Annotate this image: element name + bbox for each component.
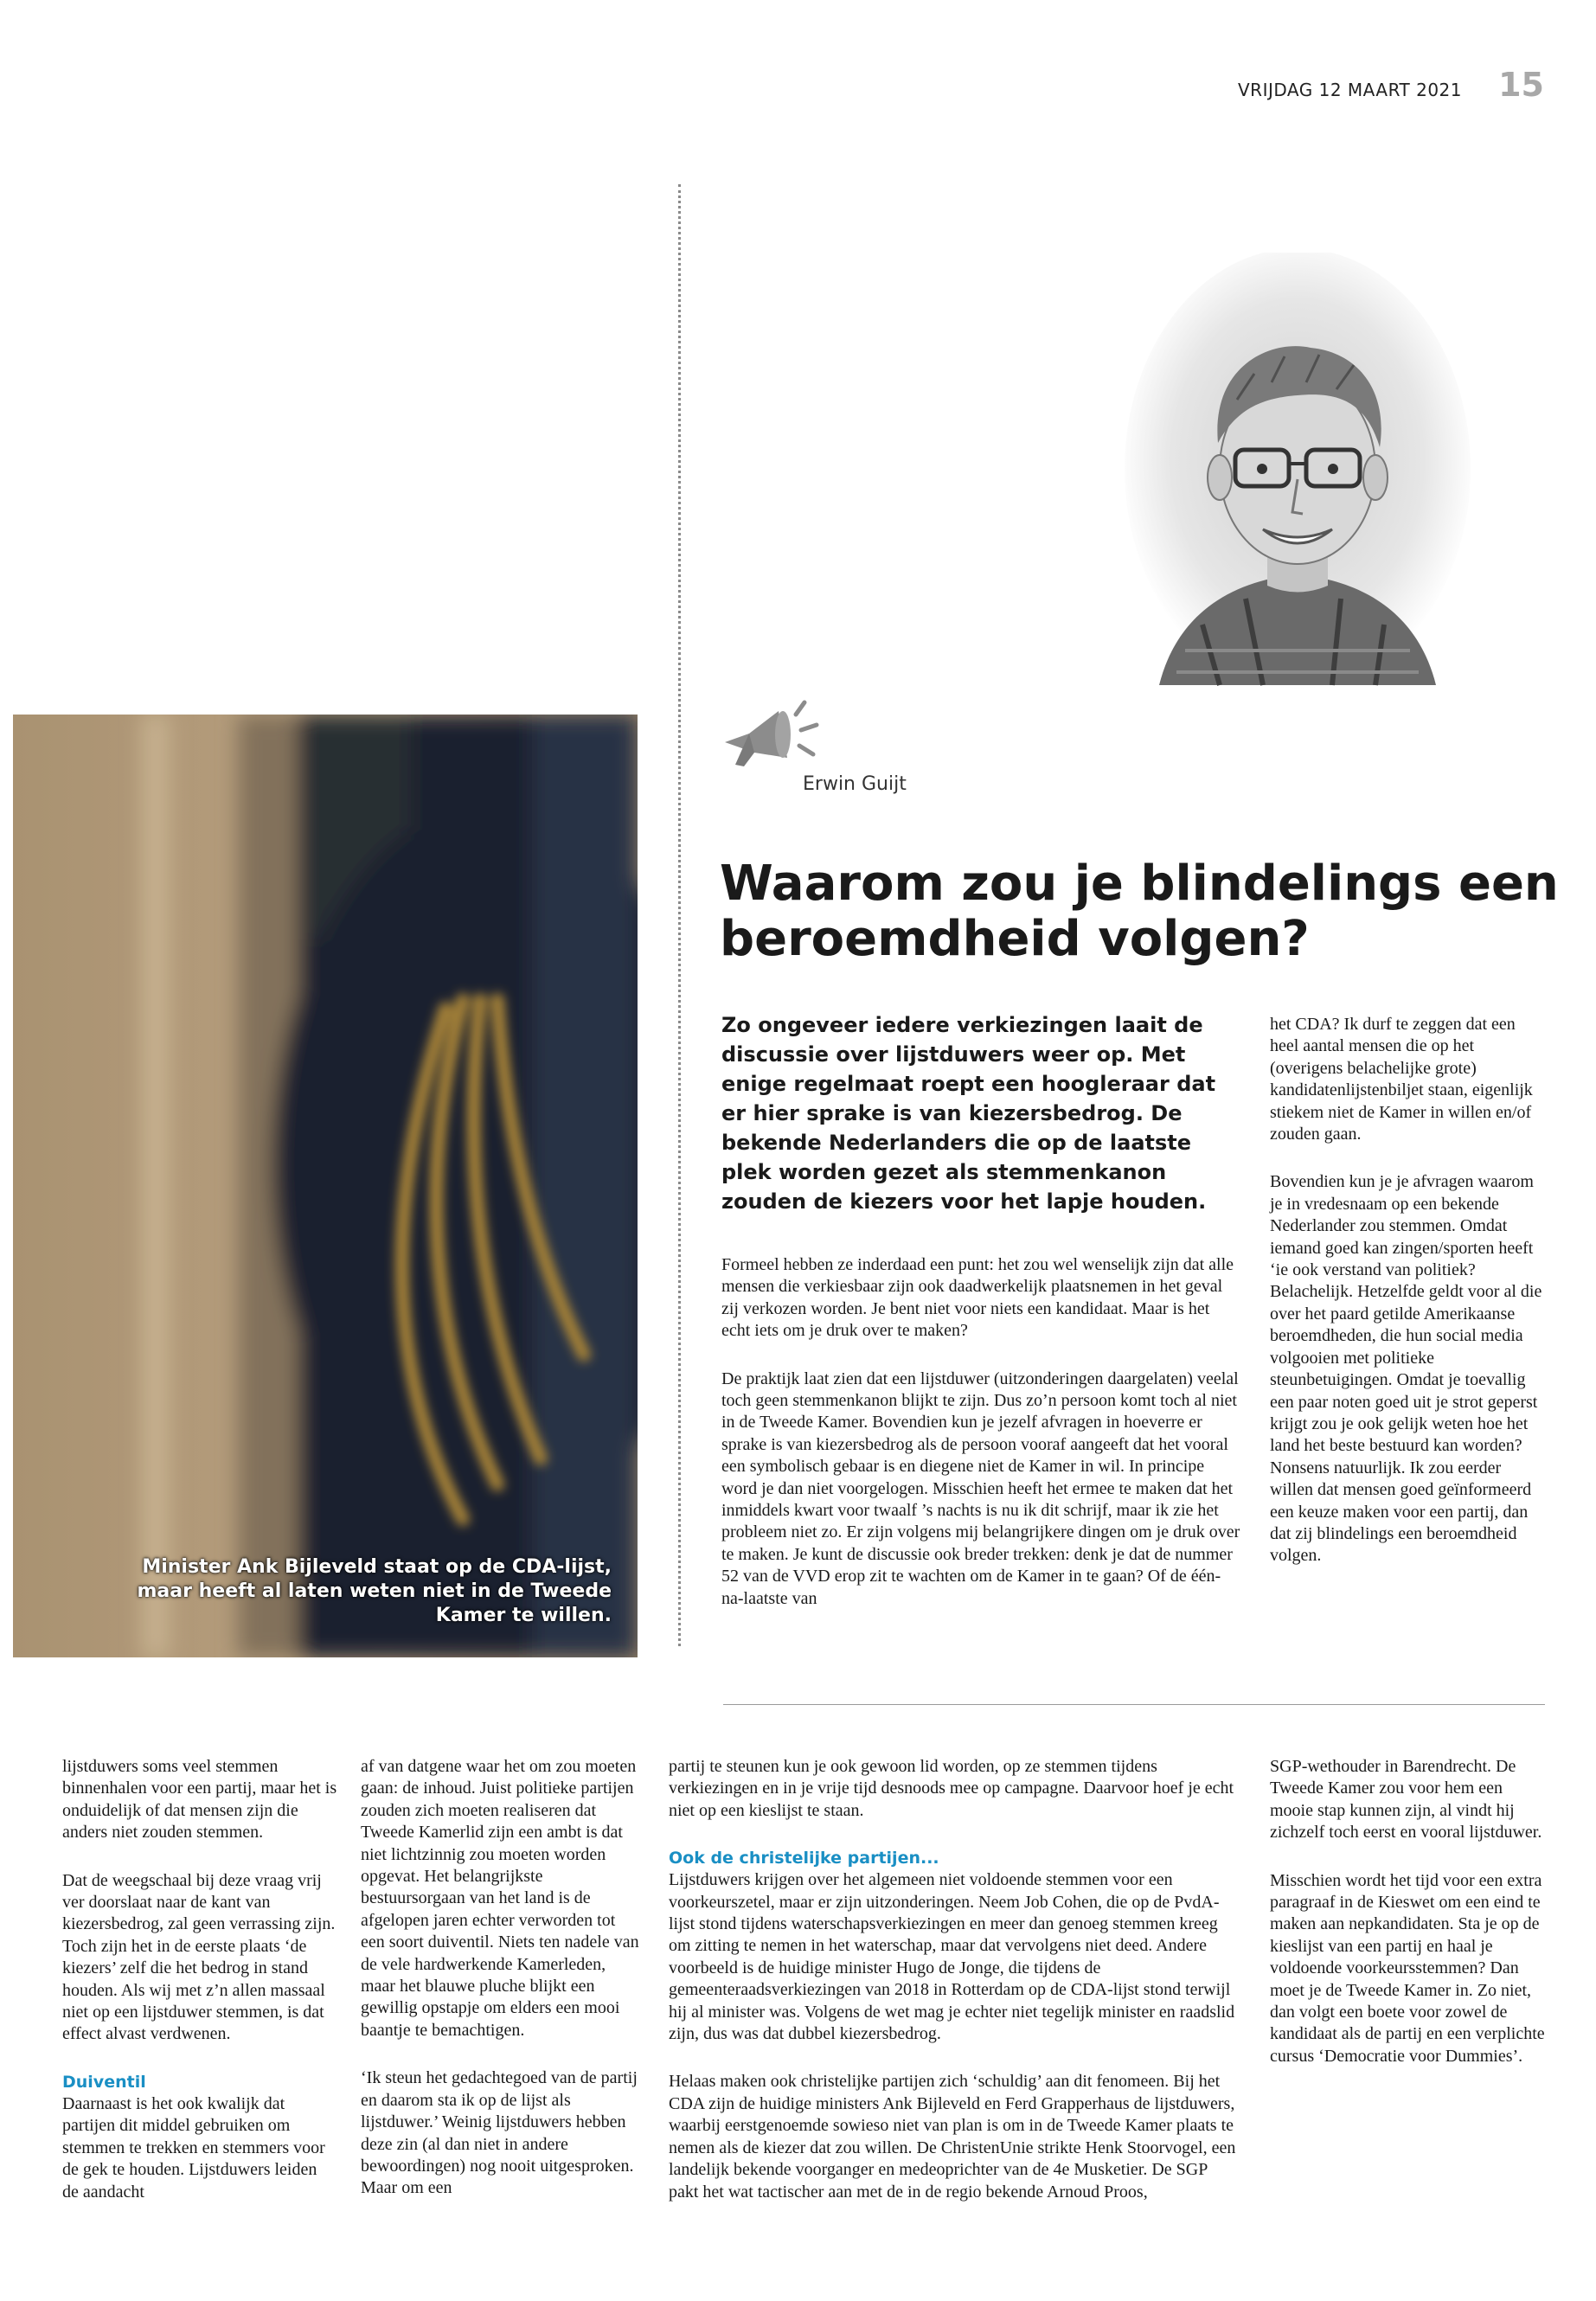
body-paragraph: Misschien wordt het tijd voor een extra paragraaf in de Kieswet om een eind te maken aan nepkandidaten. Sta je op de kieslijst van een partij en haal je voldoende voorkeursstemmen? Dan moet je de Tweede Kamer in. Zo niet, dan volgt een boete voor zowel de kandidaat als de partij en een verplichte cursus ‘Democratie voor Dummies’. xyxy=(1270,1870,1545,2066)
body-paragraph: het CDA? Ik durf te zeggen dat een heel aantal mensen die op het (overigens belachelijke grote) kandidatenlijstenbiljet staan, eigenlijk stiekem niet de Kamer in willen en/of zouden gaan. xyxy=(1270,1015,1533,1144)
article-photo xyxy=(13,715,638,1657)
body-paragraph: lijstduwers soms veel stemmen binnenhalen voor een partij, maar het is onduidelijk of dat mensen zijn die anders niet zouden stemmen. xyxy=(62,1757,337,1843)
body-paragraph: SGP-wethouder in Barendrecht. De Tweede Kamer zou voor hem een mooie stap kunnen zijn, al vindt hij zichzelf toch eerst en vooral lijstduwer. xyxy=(1270,1757,1542,1843)
column-divider-dotted xyxy=(678,184,681,1646)
lower-body-column xyxy=(62,1756,337,2229)
author-byline: Erwin Guijt xyxy=(803,773,907,795)
section-divider xyxy=(723,1704,1545,1705)
body-paragraph: Dat de weegschaal bij deze vraag vrij ver doorslaat naar de kant van kiezersbedrog, zal geen verrassing zijn. Toch zijn het in de eerste plaats ‘de kiezers’ zelf die het bedrog in stand houden. Als wij met z’n allen massaal niet op een lijstduwer stemmen, is dat effect alvast verdwenen. xyxy=(62,1870,336,2044)
body-paragraph: Daarnaast is het ook kwalijk dat partijen dit middel gebruiken om stemmen te trekken en stemmers voor de gek te houden. Lijstduwers leiden de aandacht xyxy=(62,2093,325,2202)
body-paragraph: Bovendien kun je je afvragen waarom je in vredesnaam op een bekende Nederlander zou stemmen. Omdat iemand goed kan zingen/sporten heeft ‘ie ook verstand van politiek? Belachelijk. Hetzelfde geldt voor al die over het paard getilde Amerikaanse beroemdheden, die hun social media volgooien met politieke steunbetuigingen. Omdat je toevallig een paar noten goed uit je strot geperst krijgt zou je ook gelijk weten hoe het land het beste bestuurd kan worden? Nonsens natuurlijk. Ik zou eerder willen dat mensen goed geïnformeerd een keuze maken voor een partij, dan dat zij blindelings een beroemdheid volgen. xyxy=(1270,1172,1542,1566)
body-paragraph: partij te steunen kun je ook gewoon lid worden, op ze stemmen tijdens verkiezingen en in je vrije tijd desnoods mee op campagne. Daarvoor hoef je echt niet op een kieslijst te staan. xyxy=(669,1757,1234,1820)
lower-body-column-wide xyxy=(669,1756,1241,2229)
body-paragraph: Lijstduwers krijgen over het algemeen niet voldoende stemmen voor een voorkeurszetel, maar er zijn uitzonderingen. Neem Job Cohen, die op de PvdA-lijst stond tijdens waterschapsverkiezingen en meer dan genoeg stemmen kreeg om zitting te nemen in het waterschap, maar dat vervolgens niet deed. Andere voorbeeld is de huidige minister Hugo de Jonge, die tijdens de gemeenteraadsverkiezingen van 2018 in Rotterdam op de CDA-lijst stond terwijl hij al minister was. Volgens de wet mag je echter niet tegelijk minister en raadslid zijn, dus was dat dubbel kiezersbedrog. xyxy=(669,1870,1235,2044)
subheading: Ook de christelijke partijen... xyxy=(669,1849,939,1868)
body-paragraph: af van datgene waar het om zou moeten gaan: de inhoud. Juist politieke partijen zouden zich moeten realiseren dat Tweede Kamerlid zijn een ambt is dat niet lichtzinnig zou moeten worden opgevat. Het belangrijkste bestuursorgaan van het land is de afgelopen jaren echter verworden tot een soort duiventil. Niets ten nadele van de vele hardwerkende Kamerleden, maar het blauwe pluche blijkt een gewillig opstapje om elders een mooi baantje te bemachtigen. xyxy=(361,1757,639,2040)
photo-caption: Minister Ank Bijleveld staat op de CDA-lijst, maar heeft al laten weten niet in de Tweede Kamer te willen. xyxy=(137,1556,612,1626)
body-paragraph: ‘Ik steun het gedachtegoed van de partij en daarom sta ik op de lijst als lijstduwer.’ Weinig lijstduwers hebben deze zin (al dan niet in andere bewoordingen) nog nooit uitgesproken. Maar om een xyxy=(361,2068,638,2198)
article-body-column xyxy=(721,1254,1240,1636)
author-portrait-sketch xyxy=(1125,253,1471,694)
body-paragraph: Helaas maken ook christelijke partijen zich ‘schuldig’ aan dit fenomeen. Bij het CDA zijn de huidige ministers Ank Bijleveld en Ferd Grapperhaus de lijstduwers, waarbij eerstgenoemde sowieso niet van plan is om in de Tweede Kamer plaats te nemen als de kiezer dat zou willen. De ChristenUnie strikte Henk Stoorvogel, een landelijk bekende voorganger en medeoprichter van de 4e Musketier. De SGP pakt het wat tactischer aan met de in de regio bekende Arnoud Proos, xyxy=(669,2072,1236,2202)
subheading: Duiventil xyxy=(62,2072,146,2092)
article-body-column xyxy=(1270,1014,1547,1593)
body-paragraph: De praktijk laat zien dat een lijstduwer (uitzonderingen daargelaten) veelal toch geen stemmenkanon blijkt te zijn. Dus zo’n persoon komt toch al niet in de Tweede Kamer. Bovendien kun je jezelf afvragen in hoeverre er sprake is van kiezersbedrog als de persoon vooraf aangeeft dat het vooral een symbolisch gebaar is en diegene niet de Kamer in wil. In principe word je dan niet voorgelogen. Misschien heeft het ermee te maken dat het inmiddels kwart voor twaalf ’s nachts is nu ik dit schrijf, maar ik zie het probleem niet zo. Er zijn volgens mij belangrijkere dingen om je druk over te maken. Je kunt de discussie ook breder trekken: denk je dat de nummer 52 van de VVD erop zit te wachten om de Kamer in te gaan? Of de één-na-laatste van xyxy=(721,1368,1240,1608)
article-intro: Zo ongeveer iedere verkiezingen laait de discussie over lijstduwers weer op. Met enige regelmaat roept een hoogleraar dat er hier sprake is van kiezersbedrog. De bekende Nederlanders die op de laatste plek worden gezet als stemmenkanon zouden de kiezers voor het lapje houden. xyxy=(721,1013,1216,1214)
lower-body-column xyxy=(361,1756,642,2226)
blurred-uniform-photo xyxy=(13,715,638,1657)
page-number: 15 xyxy=(1498,66,1544,104)
headline: Waarom zou je blindelings een beroemdheid volgen? xyxy=(720,856,1559,967)
issue-date: VRIJDAG 12 MAART 2021 xyxy=(1237,80,1462,100)
megaphone-icon xyxy=(718,692,822,779)
body-paragraph: Formeel hebben ze inderdaad een punt: het zou wel wenselijk zijn dat alle mensen die verkiesbaar zijn ook daadwerkelijk plaatsnemen in het geval zij verkozen worden. Je bent niet voor niets een kandidaat. Maar is het echt iets om je druk over te maken? xyxy=(721,1255,1234,1341)
lower-body-column xyxy=(1270,1756,1545,2093)
